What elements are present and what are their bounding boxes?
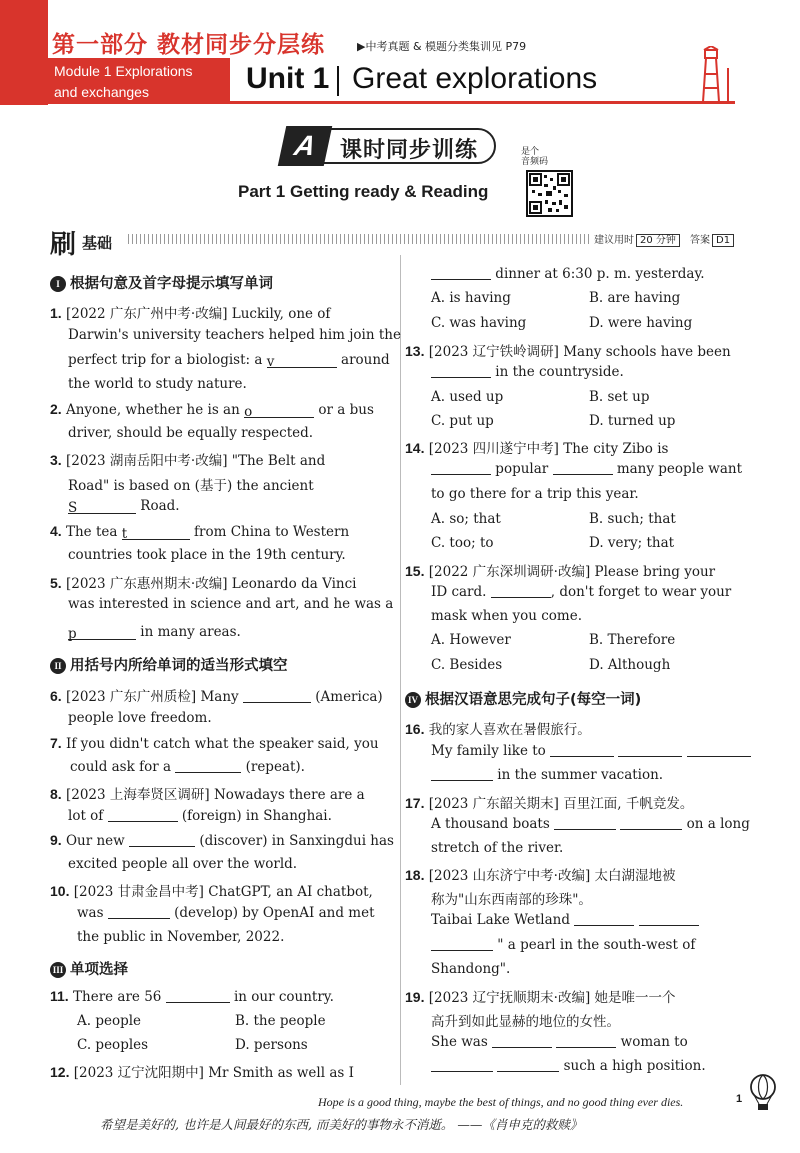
- question-3-line: Road" is based on (基于) the ancient: [68, 478, 314, 494]
- cross-reference: ▶中考真题 & 模题分类集训见 P79: [357, 40, 527, 53]
- question-14: 14. [2023 四川遂宁中考] The city Zibo is: [405, 440, 669, 457]
- answer-blank[interactable]: [492, 1034, 552, 1048]
- answer-blank[interactable]: p: [68, 626, 136, 640]
- question-5-line: was interested in science and art, and he was a: [68, 596, 394, 612]
- page-number: 1: [736, 1093, 743, 1105]
- option[interactable]: C. Besides: [431, 657, 503, 673]
- question-15: 15. [2022 广东深圳调研·改编] Please bring your: [405, 563, 716, 580]
- lighthouse-icon: [688, 46, 734, 104]
- answer-blank[interactable]: [166, 989, 230, 1003]
- question-4: 4. The tea t from China to Western: [50, 523, 350, 542]
- question-15-line: mask when you come.: [431, 608, 582, 624]
- answer-blank[interactable]: [556, 1034, 616, 1048]
- question-5: 5. [2023 广东惠州期末·改编] Leonardo da Vinci: [50, 575, 357, 592]
- answer-blank[interactable]: [497, 1058, 559, 1072]
- question-18-line: Shandong".: [431, 961, 511, 977]
- answer-blank[interactable]: [431, 364, 491, 378]
- question-12: 12. [2023 辽宁沈阳期中] Mr Smith as well as I: [50, 1064, 354, 1081]
- answer-blank[interactable]: [175, 759, 241, 773]
- question-3: 3. [2023 湖南岳阳中考·改编] "The Belt and: [50, 452, 326, 469]
- question-18-line: " a pearl in the south-west of: [431, 937, 695, 953]
- answer-blank[interactable]: [129, 833, 195, 847]
- question-1-line: Darwin's university teachers helped him join the: [68, 327, 401, 343]
- question-6: 6. [2023 广东广州质检] Many (America): [50, 688, 383, 705]
- answer-blank[interactable]: S: [68, 500, 136, 514]
- option[interactable]: B. Therefore: [589, 632, 676, 648]
- option[interactable]: A. so; that: [431, 511, 501, 527]
- section-heading-4: IV 根据汉语意思完成句子(每空一词): [405, 688, 641, 709]
- answer-blank[interactable]: [108, 808, 178, 822]
- unit-separator: [337, 66, 339, 96]
- answer-blank[interactable]: t: [122, 526, 190, 540]
- option[interactable]: D. very; that: [589, 535, 675, 551]
- section-heading-3: III 单项选择: [50, 958, 128, 979]
- question-4-line: countries took place in the 19th century.: [68, 547, 346, 563]
- option[interactable]: D. Although: [589, 657, 671, 673]
- question-10-line: was (develop) by OpenAI and met: [77, 905, 375, 921]
- answer-blank[interactable]: [618, 743, 682, 757]
- hatch-divider: [128, 234, 590, 244]
- question-7: 7. If you didn't catch what the speaker said, you: [50, 735, 379, 752]
- question-10: 10. [2023 甘肃金昌中考] ChatGPT, an AI chatbot,: [50, 883, 373, 900]
- recommended-time: 建议用时 20 分钟: [594, 231, 680, 246]
- question-12-line: dinner at 6:30 p. m. yesterday.: [431, 266, 705, 282]
- answer-blank[interactable]: [108, 905, 170, 919]
- question-2-line: driver, should be equally respected.: [68, 425, 314, 441]
- option[interactable]: B. the people: [235, 1013, 326, 1029]
- answer-blank[interactable]: [431, 266, 491, 280]
- question-14-line: to go there for a trip this year.: [431, 486, 639, 502]
- option[interactable]: C. peoples: [77, 1037, 149, 1053]
- question-17: 17. [2023 广东韶关期末] 百里江面, 千帆竞发。: [405, 795, 694, 812]
- footer-quote-chinese: 希望是美好的, 也许是人间最好的东西, 而美好的事物永不消逝。 ——《肖申克的救赎》: [100, 1117, 583, 1132]
- part-title: Part 1 Getting ready & Reading: [238, 182, 489, 201]
- question-10-line: the public in November, 2022.: [77, 929, 285, 945]
- question-6-line: people love freedom.: [68, 710, 212, 726]
- question-9-line: excited people all over the world.: [68, 856, 298, 872]
- option[interactable]: D. turned up: [589, 413, 676, 429]
- section-letter: A: [278, 126, 333, 166]
- question-15-line: ID card. , don't forget to wear your: [431, 584, 732, 600]
- option[interactable]: B. such; that: [589, 511, 676, 527]
- question-1-line: perfect trip for a biologist: a v around: [68, 352, 390, 370]
- answer-blank[interactable]: [431, 937, 493, 951]
- answer-blank[interactable]: v: [267, 354, 337, 368]
- question-8: 8. [2023 上海奉贤区调研] Nowadays there are a: [50, 786, 365, 803]
- question-9: 9. Our new (discover) in Sanxingdui has: [50, 832, 394, 849]
- option[interactable]: D. were having: [589, 315, 693, 331]
- column-divider: [400, 255, 401, 1085]
- option[interactable]: A. However: [431, 632, 511, 648]
- question-8-line: lot of (foreign) in Shanghai.: [68, 808, 332, 824]
- option[interactable]: A. is having: [431, 290, 511, 306]
- option[interactable]: A. used up: [431, 389, 504, 405]
- answer-blank[interactable]: [431, 1058, 493, 1072]
- question-1: 1. [2022 广东广州中考·改编] Luckily, one of: [50, 305, 331, 322]
- answer-blank[interactable]: [620, 816, 682, 830]
- question-16-line: My family like to: [431, 743, 751, 759]
- option[interactable]: D. persons: [235, 1037, 308, 1053]
- question-19: 19. [2023 辽宁抚顺期末·改编] 她是唯一一个: [405, 989, 676, 1006]
- option[interactable]: C. too; to: [431, 535, 494, 551]
- footer-quote-english: Hope is a good thing, maybe the best of things, and no good thing ever dies.: [318, 1095, 684, 1109]
- option[interactable]: B. are having: [589, 290, 681, 306]
- answer-blank[interactable]: [574, 912, 634, 926]
- question-16-line: in the summer vacation.: [431, 767, 663, 783]
- option[interactable]: C. was having: [431, 315, 527, 331]
- section-a-banner: [284, 128, 496, 164]
- question-3-line: S Road.: [68, 498, 180, 516]
- answer-blank[interactable]: [431, 767, 493, 781]
- module-line-2: and exchanges: [54, 84, 149, 100]
- qr-code-icon[interactable]: [526, 170, 573, 217]
- question-2: 2. Anyone, whether he is an o or a bus: [50, 401, 374, 420]
- question-17-line: A thousand boats on a long: [431, 816, 750, 832]
- answer-blank[interactable]: [431, 461, 491, 475]
- answer-blank[interactable]: [687, 743, 751, 757]
- answer-blank[interactable]: [243, 689, 311, 703]
- option[interactable]: B. set up: [589, 389, 650, 405]
- question-17-line: stretch of the river.: [431, 840, 564, 856]
- question-16: 16. 我的家人喜欢在暑假旅行。: [405, 721, 591, 738]
- unit-title: Great explorations: [352, 62, 598, 95]
- question-19-line: such a high position.: [431, 1058, 706, 1074]
- question-5-line: p in many areas.: [68, 624, 241, 642]
- hot-air-balloon-icon: [748, 1074, 778, 1112]
- answer-blank[interactable]: [639, 912, 699, 926]
- answer-blank[interactable]: [550, 743, 614, 757]
- question-18: 18. [2023 山东济宁中考·改编] 太白湖湿地被: [405, 867, 676, 884]
- book-part-title: 第一部分 教材同步分层练: [52, 32, 326, 58]
- answer-page: 答案 D1: [690, 231, 734, 246]
- question-11: 11. There are 56 in our country.: [50, 988, 334, 1005]
- answer-blank[interactable]: [553, 461, 613, 475]
- header-rule: [230, 101, 735, 104]
- option[interactable]: A. people: [77, 1013, 142, 1029]
- level-label: 基础: [82, 234, 113, 252]
- answer-blank[interactable]: [554, 816, 616, 830]
- question-18-line: 称为"山东西南部的珍珠"。: [431, 892, 592, 908]
- question-13: 13. [2023 辽宁铁岭调研] Many schools have been: [405, 343, 731, 360]
- module-label: [48, 58, 230, 104]
- module-line-1: Module 1 Explorations: [54, 63, 193, 79]
- question-19-line: She was woman to: [431, 1034, 688, 1050]
- question-1-line: the world to study nature.: [68, 376, 247, 392]
- section-heading-1: I 根据句意及首字母提示填写单词: [50, 272, 273, 293]
- practice-mark: 刷: [50, 230, 77, 260]
- question-18-line: Taibai Lake Wetland: [431, 912, 699, 928]
- unit-number: Unit 1: [246, 62, 330, 95]
- question-19-line: 高升到如此显赫的地位的女性。: [431, 1014, 620, 1030]
- question-14-line: popular many people want: [431, 461, 742, 477]
- option[interactable]: C. put up: [431, 413, 494, 429]
- section-label: 课时同步训练: [340, 138, 479, 163]
- question-13-line: in the countryside.: [431, 364, 624, 380]
- question-7-line: could ask for a (repeat).: [70, 759, 305, 775]
- answer-blank[interactable]: o: [244, 404, 314, 418]
- answer-blank[interactable]: [491, 584, 551, 598]
- qr-caption: 是个 音频码: [521, 147, 549, 167]
- section-heading-2: II 用括号内所给单词的适当形式填空: [50, 654, 288, 675]
- header-red-block: [0, 0, 48, 105]
